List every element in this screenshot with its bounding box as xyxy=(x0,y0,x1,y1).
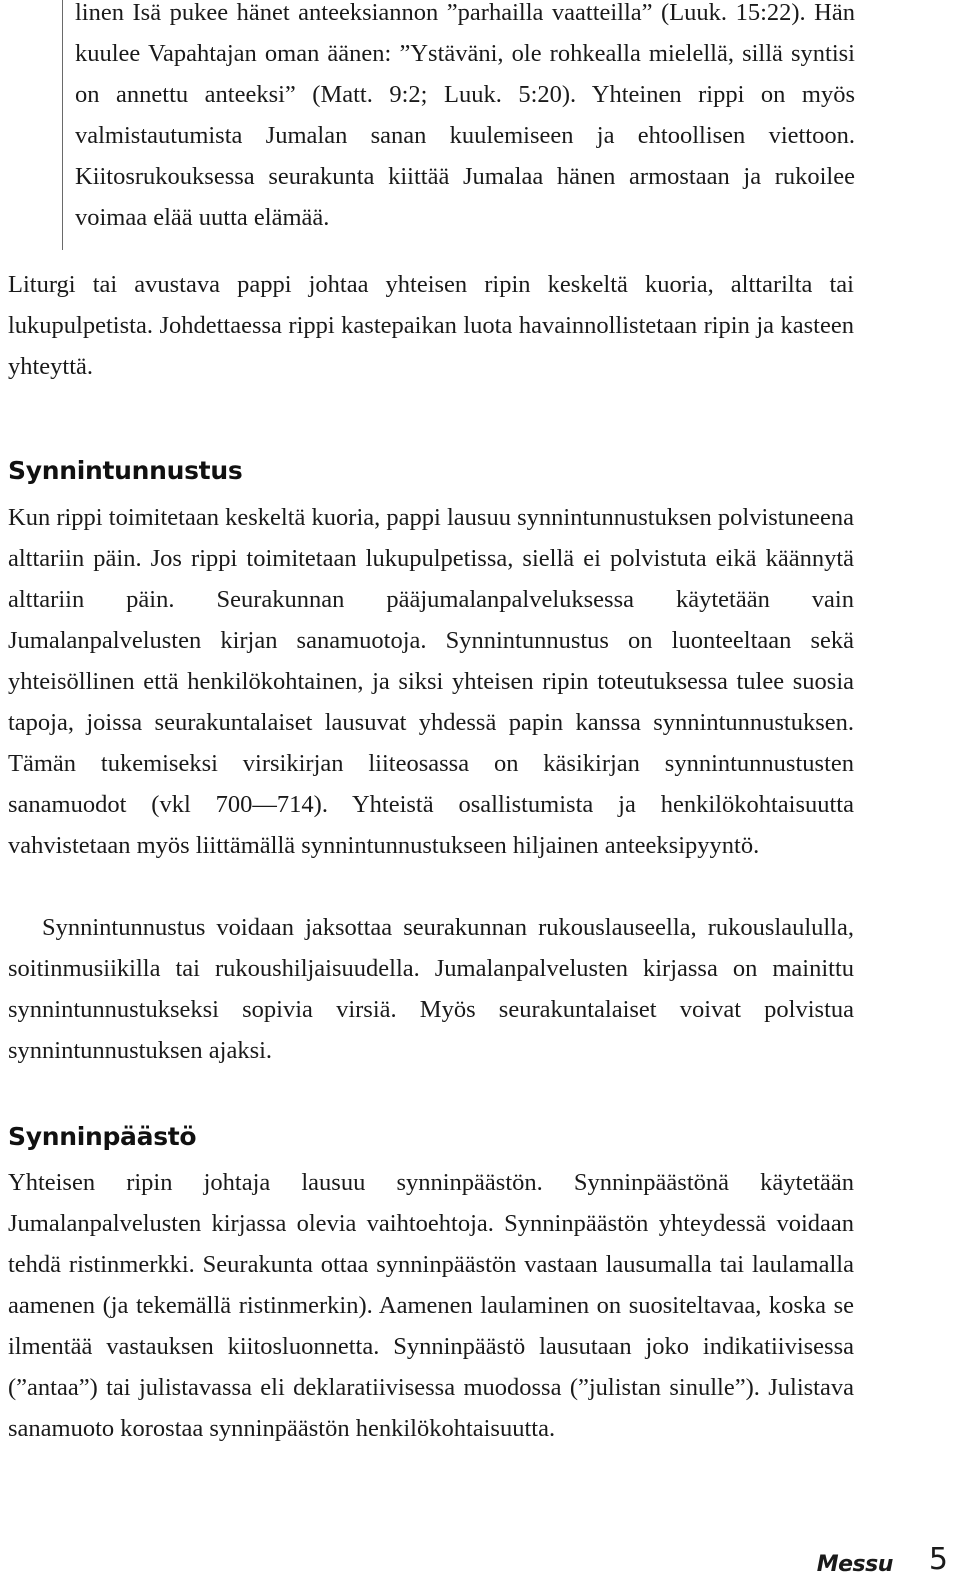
section-paragraph: Kun rippi toimitetaan keskeltä kuoria, pappi lausuu synnintunnustuksen polvistuneena alttariin päin. Jos rippi toimitetaan lukupulpetissa, siellä ei polvistuta eikä käännytä alttariin päin. Seurakunnan pääjumalanpalveluksessa käytetään vain Jumalanpalvelusten kirjan sanamuotoja. Synnintunnustus on luonteeltaan sekä yhteisöllinen että henkilökohtainen, ja siksi yhteisen ripin toteutuksessa tulee suosia tapoja, joissa seurakuntalaiset lausuvat yhdessä papin kanssa synnintunnustuksen. Tämän tukemiseksi virsikirjan liiteosassa on käsikirjan synnintunnustusten sanamuodot (vkl 700—714). Yhteistä osallistumista ja henkilökohtaisuutta vahvistetaan myös liittämällä synnintunnustukseen hiljainen anteeksipyyntö. xyxy=(8,504,854,859)
quote-block xyxy=(62,0,863,250)
section-paragraph: Yhteisen ripin johtaja lausuu synninpäästön. Synninpäästönä käytetään Jumalanpalvelusten kirjassa olevia vaihtoehtoja. Synninpäästön yhteydessä voidaan tehdä ristinmerkki. Seurakunta ottaa synninpäästön vastaan lausumalla tai laulamalla aamenen (ja tekemällä ristinmerkin). Aamenen laulaminen on suositeltavaa, koska se ilmentää vastauksen kiitosluonnetta. Synninpäästö lausutaan joko indikatiivisessa (”antaa”) tai julistavassa eli deklaratiivisessa muodossa (”julistan sinulle”). Julistava sanamuoto korostaa synninpäästön henkilökohtaisuutta. xyxy=(8,1169,854,1442)
page-footer xyxy=(817,1527,948,1577)
section-heading-synnintunnustus: Synnintunnustus xyxy=(8,456,243,485)
section-heading-synninpaasto: Synninpäästö xyxy=(8,1122,197,1151)
section-paragraph: Synnintunnustus voidaan jaksottaa seurakunnan rukouslauseella, rukouslaululla, soitinmusiikilla tai rukoushiljaisuudella. Jumalanpalvelusten kirjassa on mainittu synnintunnustukseksi sopivia virsiä. Myös seurakuntalaiset voivat polvistua synnintunnustuksen ajaksi. xyxy=(8,914,854,1064)
intro-paragraph: Liturgi tai avustava pappi johtaa yhteisen ripin keskeltä kuoria, alttarilta tai lukupulpetista. Johdettaessa rippi kastepaikan luota havainnollistetaan ripin ja kasteen yhteyttä. xyxy=(8,271,854,380)
page-number: 5 xyxy=(928,1542,948,1577)
quote-paragraph: linen Isä pukee hänet anteeksiannon ”parhailla vaatteilla” (Luuk. 15:22). Hän kuulee Vapahtajan oman äänen: ”Ystäväni, ole rohkealla mielellä, sillä syntisi on annettu anteeksi” (Matt. 9:2; Luuk. 5:20). Yhteinen rippi on myös valmistautumista Jumalan sanan kuulemiseen ja ehtoollisen viettoon. Kiitosrukouksessa seurakunta kiittää Jumalaa hänen armostaan ja rukoilee voimaa elää uutta elämää. xyxy=(75,0,855,231)
running-footer-title: Messu xyxy=(816,1552,893,1577)
